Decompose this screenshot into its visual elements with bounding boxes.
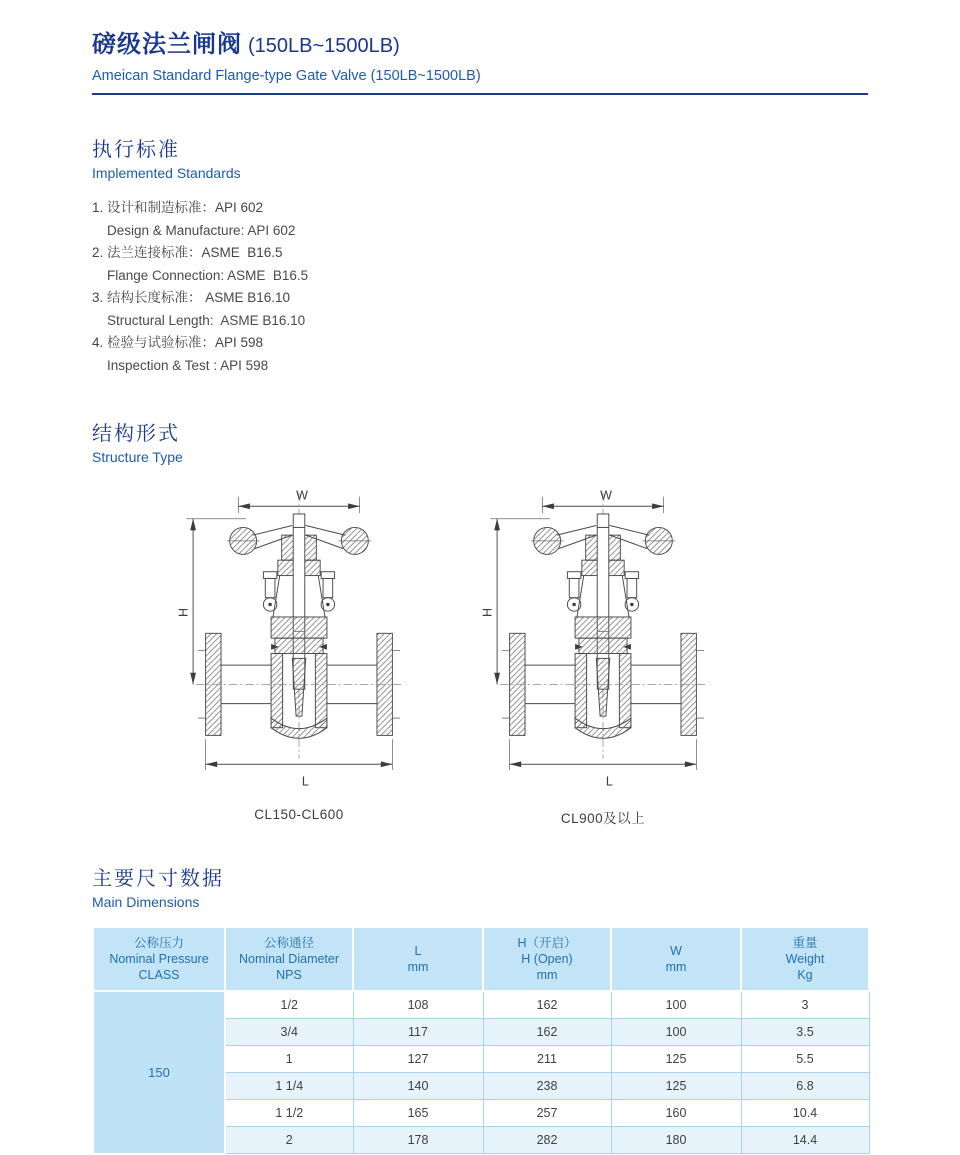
cell-w: 180 — [611, 1127, 741, 1154]
standard-item-en: Structural Length: ASME B16.10 — [107, 312, 306, 328]
cell-weight: 14.4 — [741, 1127, 869, 1154]
cell-h: 211 — [483, 1046, 611, 1073]
cell-w: 160 — [611, 1100, 741, 1127]
cell-l: 178 — [353, 1127, 483, 1154]
col-header-w: W mm — [611, 927, 741, 991]
valve-drawing-cl150-cl600 — [178, 487, 420, 827]
main-dimensions-table — [92, 926, 870, 1155]
cell-h: 282 — [483, 1127, 611, 1154]
standard-item-zh: 3. 结构长度标准： ASME B16.10 — [92, 290, 291, 305]
col-header-weight: 重量 Weight Kg — [741, 927, 869, 991]
dimensions-heading-zh: 主要尺寸数据 — [92, 868, 224, 890]
standards-list — [92, 197, 868, 377]
cell-nps: 1 1/2 — [225, 1100, 353, 1127]
drawing-caption: CL900及以上 — [560, 811, 646, 826]
cell-h: 162 — [483, 991, 611, 1019]
cell-l: 127 — [353, 1046, 483, 1073]
page-title-zh: 磅级法兰闸阀 — [92, 31, 242, 58]
section-structure-type — [92, 422, 868, 827]
cell-weight: 6.8 — [741, 1073, 869, 1100]
table-header-row — [93, 927, 869, 991]
drawing-caption: CL150-CL600 — [254, 807, 344, 822]
cell-nps: 1 — [225, 1046, 353, 1073]
col-header-class: 公称压力 Nominal Pressure CLASS — [93, 927, 225, 991]
title-block — [92, 30, 868, 95]
cell-weight: 3 — [741, 991, 869, 1019]
cell-weight: 10.4 — [741, 1100, 869, 1127]
cell-l: 140 — [353, 1073, 483, 1100]
standard-item-zh: 4. 检验与试验标准：API 598 — [92, 335, 264, 350]
structure-heading-en: Structure Type — [92, 449, 183, 465]
valve-cross-section-drawing — [178, 487, 420, 797]
section-implemented-standards — [92, 138, 868, 377]
cell-l: 108 — [353, 991, 483, 1019]
standard-item-en: Flange Connection: ASME B16.5 — [107, 267, 309, 283]
class-value-cell: 150 — [93, 991, 225, 1154]
cell-nps: 1 1/4 — [225, 1073, 353, 1100]
cell-nps: 1/2 — [225, 991, 353, 1019]
standard-item-zh: 1. 设计和制造标准：API 602 — [92, 200, 264, 215]
page-title-en: Ameican Standard Flange-type Gate Valve (150LB~1500LB) — [92, 68, 481, 84]
standard-item-en: Design & Manufacture: API 602 — [107, 222, 296, 238]
cell-nps: 3/4 — [225, 1019, 353, 1046]
cell-w: 100 — [611, 1019, 741, 1046]
standard-item-en: Inspection & Test : API 598 — [107, 357, 269, 373]
col-header-l: L mm — [353, 927, 483, 991]
standards-heading-zh: 执行标准 — [92, 139, 180, 161]
valve-cross-section-drawing — [482, 487, 724, 797]
valve-drawing-cl900-up — [482, 487, 724, 827]
title-divider — [92, 93, 868, 95]
cell-h: 162 — [483, 1019, 611, 1046]
table-row — [93, 991, 869, 1019]
cell-nps: 2 — [225, 1127, 353, 1154]
col-header-h-open: H（开启） H (Open) mm — [483, 927, 611, 991]
col-header-nps: 公称通径 Nominal Diameter NPS — [225, 927, 353, 991]
cell-w: 125 — [611, 1046, 741, 1073]
cell-w: 125 — [611, 1073, 741, 1100]
cell-w: 100 — [611, 991, 741, 1019]
cell-weight: 3.5 — [741, 1019, 869, 1046]
cell-l: 165 — [353, 1100, 483, 1127]
section-main-dimensions — [92, 867, 868, 1155]
standards-heading-en: Implemented Standards — [92, 165, 241, 181]
cell-h: 238 — [483, 1073, 611, 1100]
cell-h: 257 — [483, 1100, 611, 1127]
valve-drawings-row — [92, 487, 868, 827]
page-title-suffix: (150LB~1500LB) — [248, 35, 400, 57]
dimensions-heading-en: Main Dimensions — [92, 894, 200, 910]
structure-heading-zh: 结构形式 — [92, 423, 180, 445]
cell-weight: 5.5 — [741, 1046, 869, 1073]
standard-item-zh: 2. 法兰连接标准：ASME B16.5 — [92, 245, 283, 260]
cell-l: 117 — [353, 1019, 483, 1046]
